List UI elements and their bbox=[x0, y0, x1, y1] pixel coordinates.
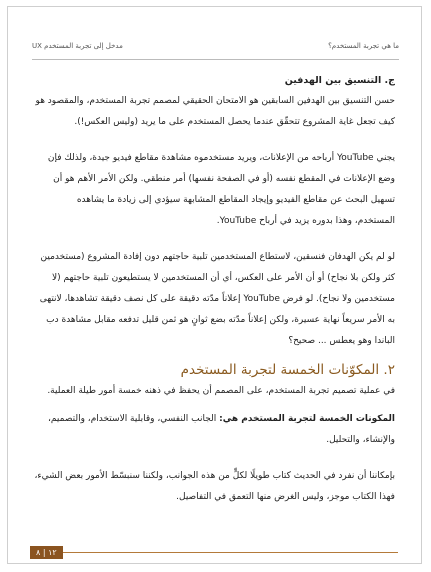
paragraph-5-bold-lead: المكونات الخمسة لتجربة المستخدم هي: bbox=[219, 414, 395, 424]
header-chapter-title: ما هي تجربة المستخدم؟ bbox=[328, 42, 399, 50]
paragraph-3: لو لم يكن الهدفان فنسقين، لاستطاع المستخدمين تلبية حاجتهم دون إفادة المشروع (مستخدمين كثر ولكن بلا نجاح) أو أن الأمر على العكس، أي أن المستخدمين لا يستطيعون تلبية حاجتهم (لا مستخدمين ولا نجاح). لو فرض YouTube إعلاناً مدّته دقيقة على كل نصف دقيقة تشاهدها، لانتهى به الأمر سريعاً نهاية عسيرة، ولكن إعلاناً مدّته بضع ثوانٍ هو ثمن قليل تدفعه مقابل مشاهدة دب الباندا وهو يعطس ... صحيح؟ bbox=[39, 252, 395, 346]
paragraph-6: بإمكاننا أن نفرد في الحديث كتاب طويلًا لكلٍّ من هذه الجوانب، ولكننا سنبسّط الأمور بعض الشيء، فهذا الكتاب موجز، وليس الغرض منها التعمق في التفاصيل. bbox=[34, 471, 395, 502]
page-number-badge: ١٢ | ٨ bbox=[30, 546, 63, 559]
paragraph-5 bbox=[34, 409, 395, 451]
paragraph-1: حسن التنسيق بين الهدفين السابقين هو الامتحان الحقيقي لمصمم تجربة المستخدم، والمقصود هو كيف تجعل غاية المشروع تتحقّق عندما يحصل المستخدم على ما يريد (وليس العكس!). bbox=[35, 96, 395, 127]
header-divider bbox=[32, 59, 399, 60]
paragraph-5-text: الجانب النفسي، وقابلية الاستخدام، والتصميم، والإنشاء، والتحليل. bbox=[48, 414, 395, 445]
page-body bbox=[34, 70, 395, 515]
footer-rule bbox=[63, 552, 398, 553]
paragraph-4: في عملية تصميم تجربة المستخدم، على المصمم أن يحفظ في ذهنه خمسة أمور طيلة العملية. bbox=[47, 386, 395, 396]
section-heading: ٢. المكوّنات الخمسة لتجربة المستخدم bbox=[180, 362, 395, 378]
subheading: ج. التنسيق بين الهدفين bbox=[284, 75, 395, 86]
header-book-title: مدخل إلى تجربة المستخدم UX bbox=[32, 42, 123, 50]
paragraph-2: يجني YouTube أرباحه من الإعلانات، ويريد مستخدموه مشاهدة مقاطع فيديو جيدة، ولذلك فإن وضع الإعلانات في المقطع نفسه (أو في الصفحة نفسها) أمر منطقي. ولكن الأمر الأهم هو أن تسهيل البحث عن مقاطع الفيديو وإيجاد المقاطع المشابهة سيؤدي إلى زيادة ما يشاهده المستخدم، وهذا بدوره يزيد في أرباح YouTube. bbox=[47, 153, 395, 226]
page-footer bbox=[30, 544, 398, 560]
running-header bbox=[32, 42, 399, 56]
